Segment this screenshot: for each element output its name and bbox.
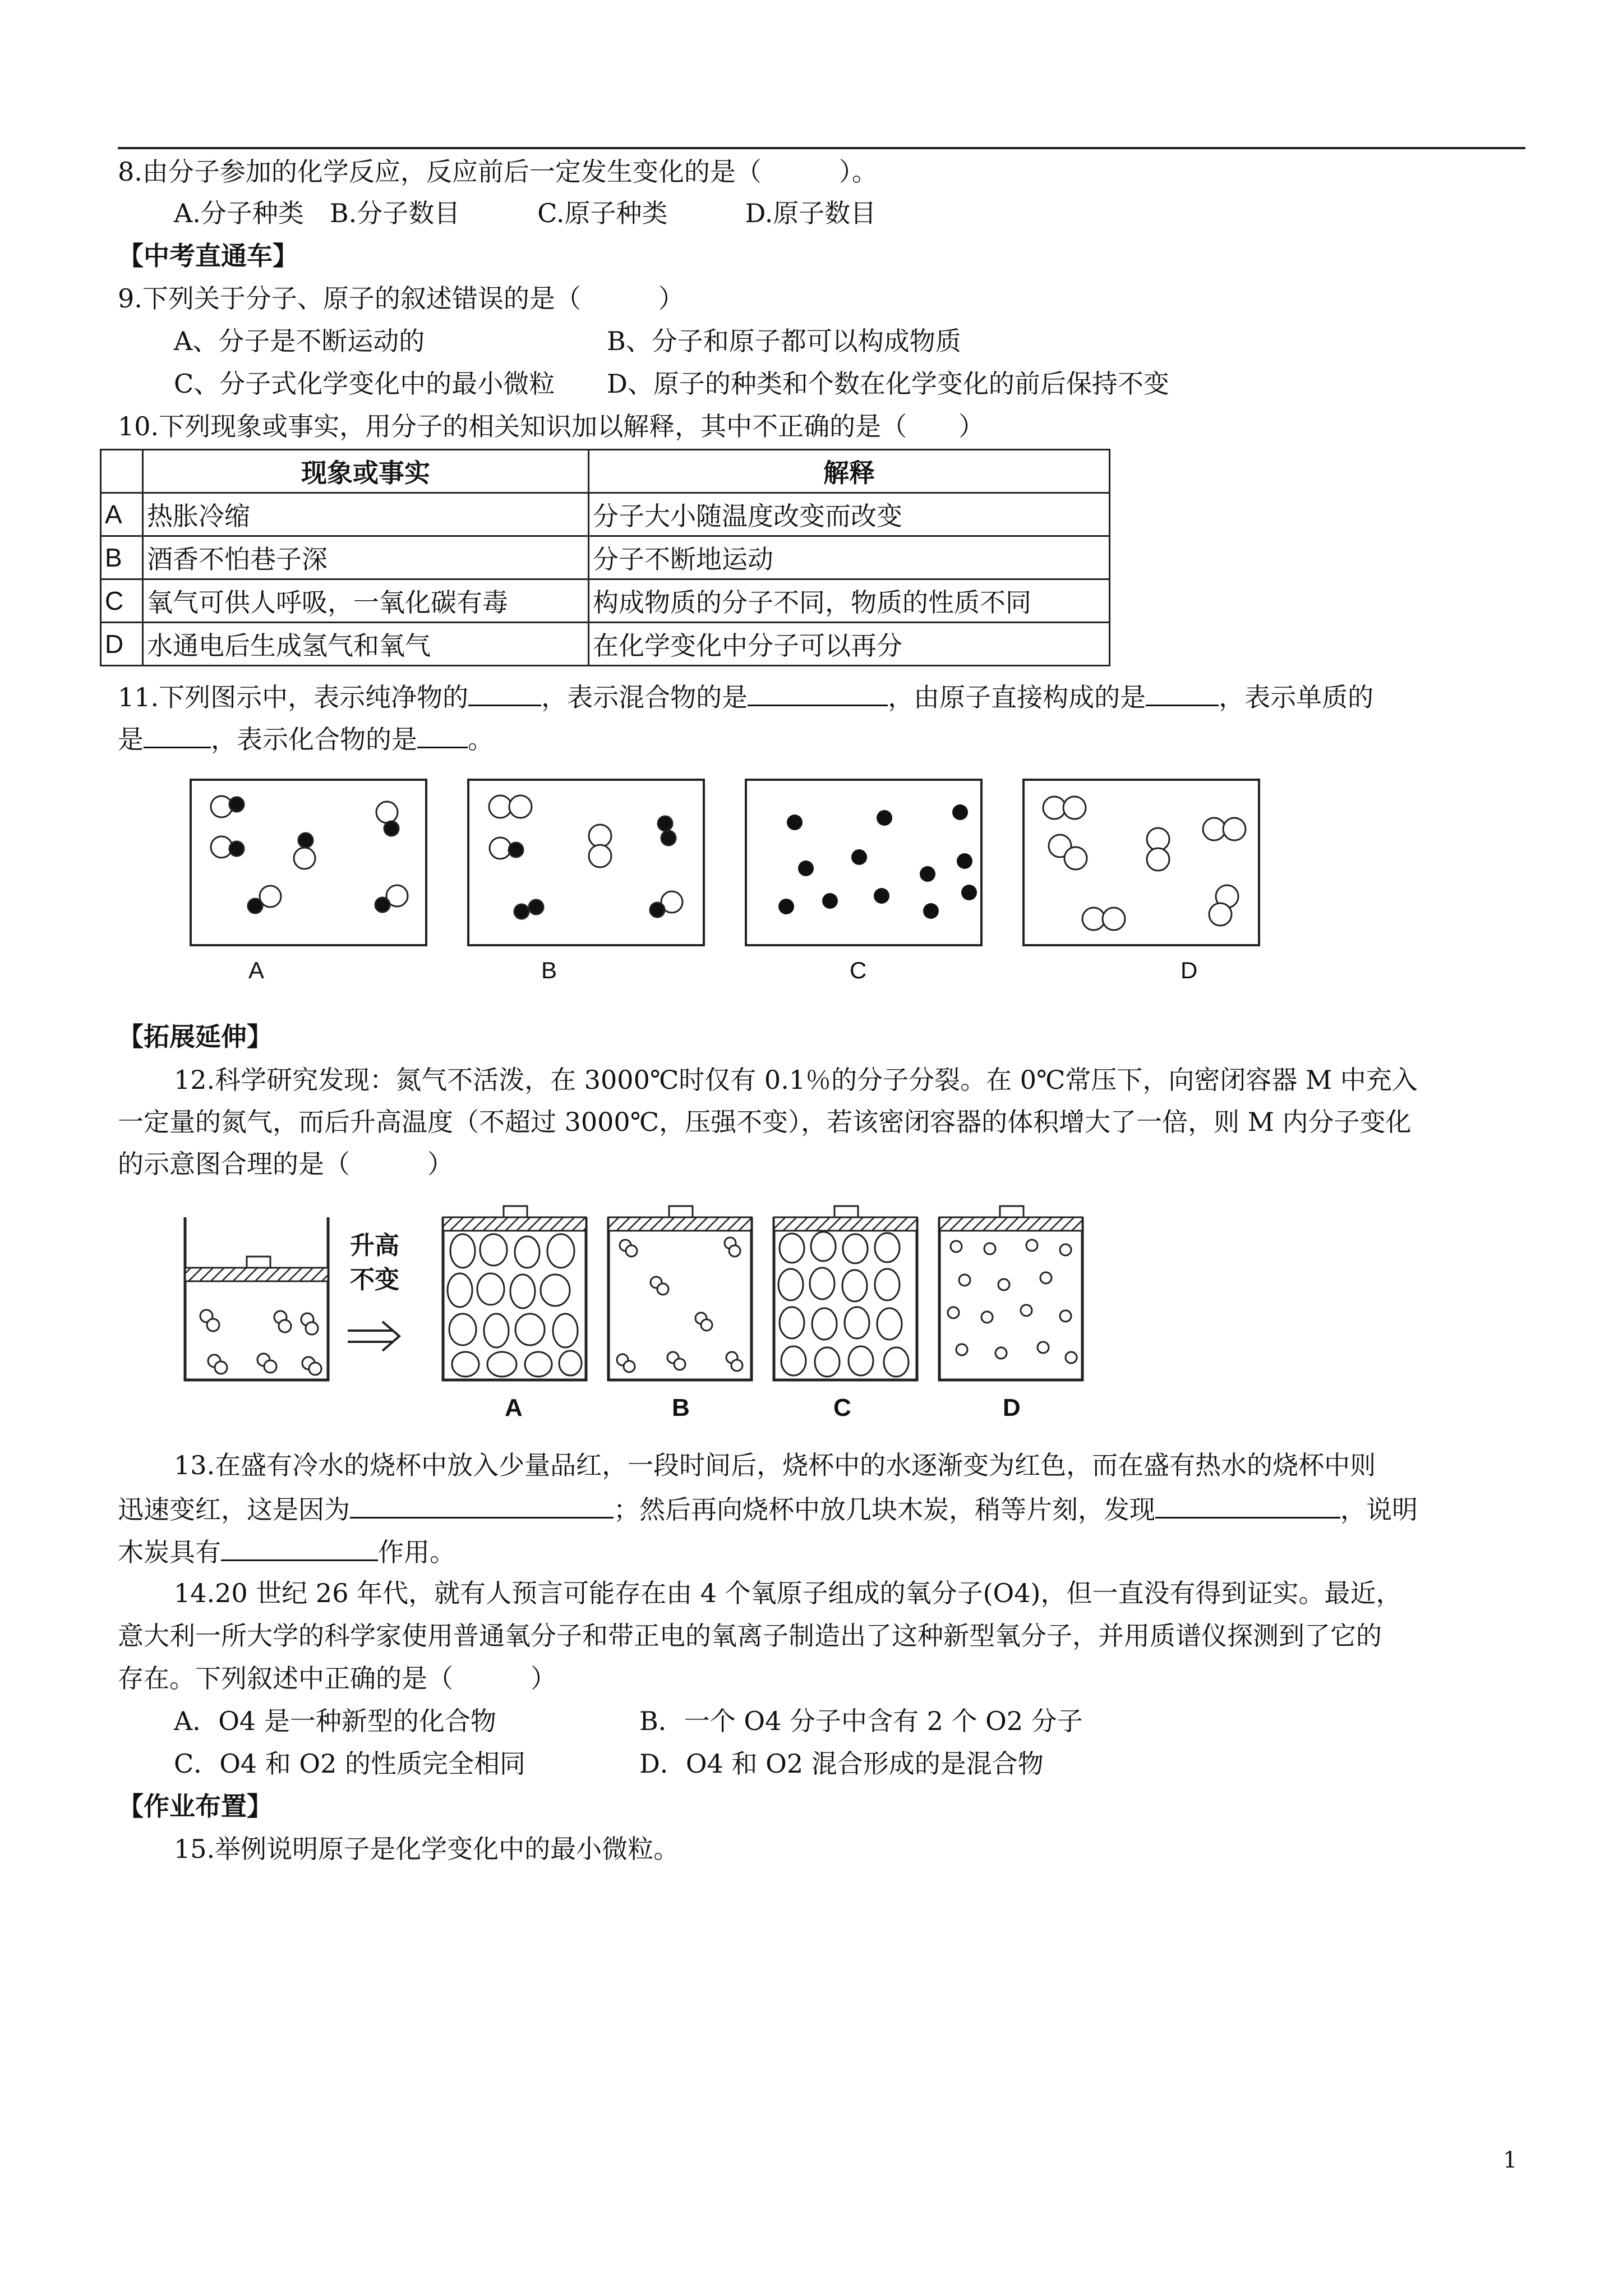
- q13-line3: [118, 1534, 455, 1569]
- row-label: C: [101, 579, 143, 623]
- row-fact: 水通电后生成氢气和氧气: [143, 623, 589, 666]
- q13-text-d: 木炭具有: [118, 1537, 221, 1567]
- row-fact: 酒香不怕巷子深: [143, 536, 589, 579]
- row-explain: 分子大小随温度改变而改变: [589, 493, 1110, 536]
- q13-text-a: 迅速变红，这是因为: [118, 1494, 350, 1525]
- table-row: [101, 579, 1110, 623]
- table-header-explain: 解释: [589, 450, 1110, 493]
- q11-text-6: ，表示化合物的是: [211, 724, 417, 754]
- q12-arrow-label-top: 升高: [350, 1231, 399, 1260]
- q14-option-c: C．O4 和 O2 的性质完全相同: [174, 1749, 526, 1779]
- q14-option-a: A．O4 是一种新型的化合物: [174, 1706, 496, 1736]
- q12-label-b: B: [672, 1394, 690, 1421]
- q11-label-d: D: [1181, 957, 1198, 983]
- q14-line3: 存在。下列叙述中正确的是（ ）: [118, 1663, 556, 1694]
- row-explain: 分子不断地运动: [589, 536, 1110, 579]
- q9-option-a: A、分子是不断运动的: [174, 326, 425, 356]
- q14-option-d: D．O4 和 O2 混合形成的是混合物: [639, 1749, 1044, 1779]
- q10-stem: 10.下列现象或事实，用分子的相关知识加以解释，其中不正确的是（ ）: [118, 411, 985, 441]
- q11-particle-diagrams: [185, 769, 1279, 993]
- q13-text-e: 作用。: [378, 1537, 455, 1567]
- q11-text-7: 。: [468, 724, 494, 754]
- q11-label-a: A: [248, 957, 265, 983]
- answer-blank-compound[interactable]: [417, 721, 468, 748]
- q11-text-5: 是: [118, 724, 144, 754]
- q14-line1: 14.20 世纪 26 年代，就有人预言可能存在由 4 个氧原子组成的氧分子(O4)，但一直没有得到证实。最近，: [174, 1578, 1402, 1608]
- q11-text-4: ，表示单质的: [1219, 682, 1374, 712]
- container-b: [608, 1206, 751, 1380]
- answer-blank-element[interactable]: [144, 721, 211, 748]
- header-rule: [118, 147, 1525, 149]
- answer-blank-atoms[interactable]: [1146, 679, 1219, 706]
- q11-label-c: C: [850, 957, 867, 983]
- table-row: [101, 493, 1110, 536]
- row-label: B: [101, 536, 143, 579]
- table-row: [101, 536, 1110, 579]
- q11-label-b: B: [541, 957, 557, 983]
- q9-stem: 9.下列关于分子、原子的叙述错误的是（ ）: [118, 283, 684, 314]
- q12-label-c: C: [833, 1394, 851, 1421]
- q14-line2: 意大利一所大学的科学家使用普通氧分子和带正电的氧离子制造出了这种新型氧分子，并用质谱仪探测到了它的: [118, 1621, 1382, 1651]
- row-fact: 热胀冷缩: [143, 493, 589, 536]
- answer-blank-reason[interactable]: [350, 1491, 614, 1519]
- q10-table: [100, 449, 1110, 666]
- answer-blank-mixture[interactable]: [748, 679, 888, 706]
- q13-text-c: ，说明: [1340, 1494, 1418, 1525]
- q12-label-d: D: [1003, 1394, 1021, 1421]
- section-heading-zhongkao: 【中考直通车】: [118, 241, 298, 271]
- container-c: [774, 1206, 917, 1380]
- answer-blank-pure[interactable]: [468, 679, 541, 706]
- q12-line3: 的示意图合理的是（ ）: [118, 1149, 453, 1179]
- q11-text-3: ，由原子直接构成的是: [888, 682, 1146, 712]
- answer-blank-effect[interactable]: [221, 1534, 378, 1561]
- container-a: [443, 1206, 586, 1380]
- row-explain: 构成物质的分子不同，物质的性质不同: [589, 579, 1110, 623]
- q11-text-2: ，表示混合物的是: [541, 682, 748, 712]
- q8-options: A.分子种类 B.分子数目 C.原子种类 D.原子数目: [174, 198, 877, 228]
- row-label: D: [101, 623, 143, 666]
- q9-option-b: B、分子和原子都可以构成物质: [607, 326, 961, 356]
- page-number: 1: [1503, 2147, 1518, 2173]
- q9-option-d: D、原子的种类和个数在化学变化的前后保持不变: [607, 369, 1169, 399]
- q9-option-c: C、分子式化学变化中的最小微粒: [174, 369, 555, 399]
- q13-text-b: ；然后再向烧杯中放几块木炭，稍等片刻，发现: [614, 1494, 1155, 1525]
- container-d: [939, 1206, 1082, 1380]
- q11-line2: [118, 721, 494, 756]
- q14-option-b: B．一个 O4 分子中含有 2 个 O2 分子: [639, 1706, 1083, 1736]
- section-heading-extension: 【拓展延伸】: [118, 1022, 273, 1052]
- table-header-row: [101, 450, 1110, 493]
- section-heading-homework: 【作业布置】: [118, 1791, 273, 1821]
- row-explain: 在化学变化中分子可以再分: [589, 623, 1110, 666]
- q15-text: 15.举例说明原子是化学变化中的最小微粒。: [174, 1834, 680, 1864]
- q12-container-diagrams: [179, 1200, 1099, 1391]
- q12-line2: 一定量的氮气，而后升高温度（不超过 3000℃，压强不变），若该密闭容器的体积增大了一倍，则 M 内分子变化: [118, 1107, 1412, 1137]
- q12-label-a: A: [505, 1394, 523, 1421]
- table-header-blank: [101, 450, 143, 493]
- q13-line2: [118, 1491, 1418, 1526]
- initial-container: [185, 1217, 328, 1380]
- q13-line1: 13.在盛有冷水的烧杯中放入少量品红，一段时间后，烧杯中的水逐渐变为红色，而在盛有热水的烧杯中则: [174, 1450, 1376, 1480]
- row-fact: 氧气可供人呼吸，一氧化碳有毒: [143, 579, 589, 623]
- q12-arrow-label-bottom: 不变: [350, 1266, 399, 1294]
- q12-line1: 12.科学研究发现：氮气不活泼，在 3000℃时仅有 0.1％的分子分裂。在 0℃常压下，向密闭容器 M 中充入: [174, 1065, 1418, 1095]
- table-row: [101, 623, 1110, 666]
- row-label: A: [101, 493, 143, 536]
- table-header-fact: 现象或事实: [143, 450, 589, 493]
- answer-blank-observation[interactable]: [1155, 1491, 1340, 1519]
- q11-line1: [118, 679, 1373, 714]
- q8-stem: 8.由分子参加的化学反应，反应前后一定发生变化的是（ ）。: [118, 157, 878, 187]
- arrow-icon: [348, 1322, 399, 1351]
- q11-text-1: 11.下列图示中，表示纯净物的: [118, 682, 469, 712]
